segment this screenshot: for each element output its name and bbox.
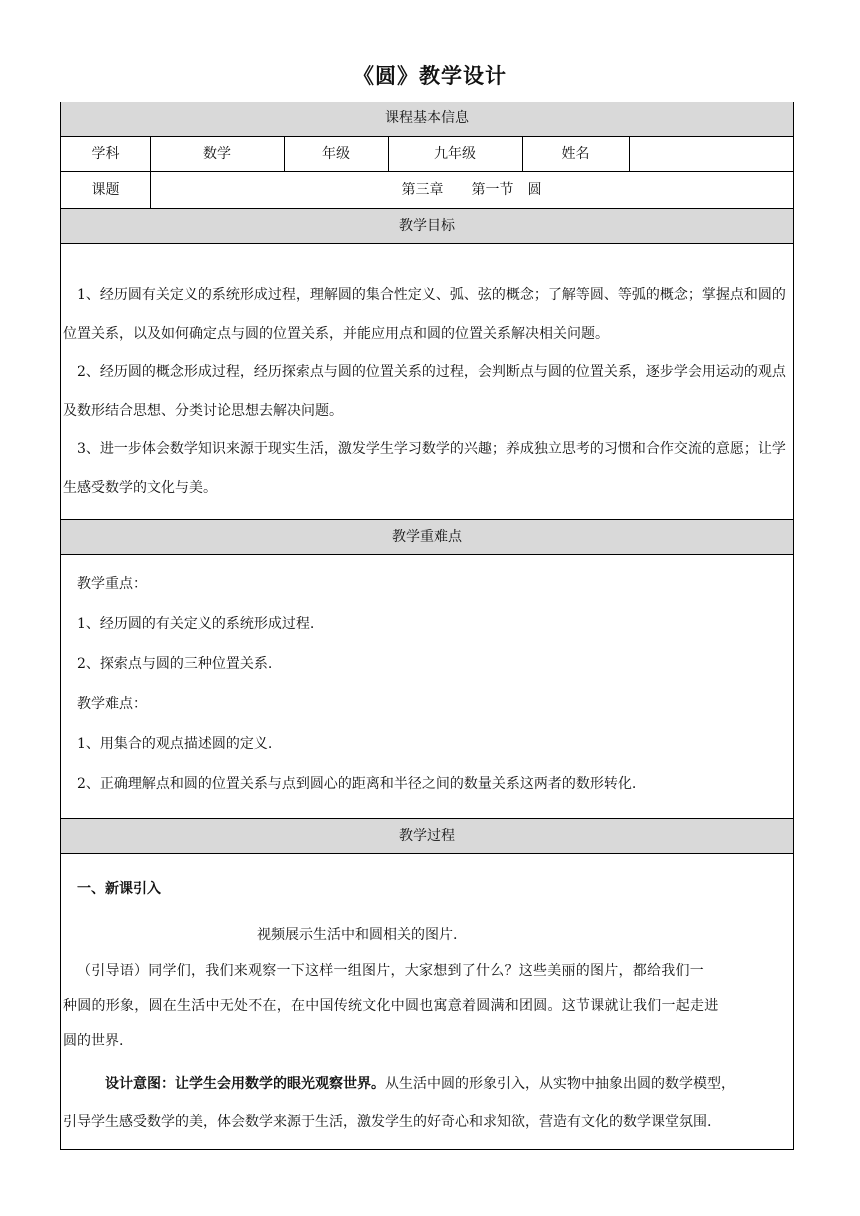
name-value[interactable] (629, 137, 793, 171)
subject-label: 学科 (91, 146, 120, 162)
objective-item: 1、经历圆有关定义的系统形成过程，理解圆的集合性定义、弧、弦的概念；了解等圆、等弧的概念；掌握点和圆的位置关系，以及如何确定点与圆的位置关系，并能应用点和圆的位置关系解决相关问题。 (63, 287, 786, 342)
objectives-header-text: 教学目标 (399, 218, 455, 234)
objectives-header (61, 208, 793, 244)
grade-label: 年级 (322, 146, 350, 162)
process-header-text: 教学过程 (399, 828, 455, 844)
design-intent-bold: 设计意图：让学生会用数学的眼光观察世界。 (105, 1076, 385, 1092)
topic-label: 课题 (91, 182, 120, 198)
guide-line: 圆的世界. (63, 1033, 124, 1049)
col-divider (522, 137, 523, 171)
key-points-header-text: 教学重难点 (392, 529, 462, 545)
objectives-text (63, 276, 793, 507)
difficult-label: 教学难点： (77, 696, 147, 712)
topic-value: 第三章 第一节 圆 (401, 182, 542, 198)
design-intent-line2: 引导学生感受数学的美，体会数学来源于生活，激发学生的好奇心和求知欲，营造有文化的数学课堂氛围. (63, 1114, 712, 1130)
col-divider (629, 137, 630, 171)
objective-item: 3、进一步体会数学知识来源于现实生活，激发学生学习数学的兴趣；养成独立思考的习惯和合作交流的意愿；让学生感受数学的文化与美。 (63, 441, 786, 496)
section-title: 一、新课引入 (77, 881, 161, 897)
key-item: 1、经历圆的有关定义的系统形成过程. (77, 616, 315, 632)
video-line: 视频展示生活中和圆相关的图片. (257, 927, 458, 943)
difficult-item: 2、正确理解点和圆的位置关系与点到圆心的距离和半径之间的数量关系这两者的数形转化. (77, 776, 637, 792)
design-intent-line (105, 1073, 735, 1093)
guide-line: （引导语）同学们，我们来观察一下这样一组图片，大家想到了什么？这些美丽的图片，都给我们一 (77, 963, 704, 979)
name-label: 姓名 (561, 146, 590, 162)
key-item: 2、探索点与圆的三种位置关系. (77, 656, 273, 672)
grade-value: 九年级 (434, 146, 476, 162)
design-intent-rest: 从生活中圆的形象引入，从实物中抽象出圆的数学模型， (385, 1076, 735, 1092)
guide-line: 种圆的形象，圆在生活中无处不在，在中国传统文化中圆也寓意着圆满和团圆。这节课就让我们一起走进 (63, 998, 719, 1014)
key-label: 教学重点： (77, 576, 147, 592)
difficult-item: 1、用集合的观点描述圆的定义. (77, 736, 273, 752)
col-divider (284, 137, 285, 171)
key-points-header (61, 519, 793, 555)
document-title: 《圆》教学设计 (353, 64, 507, 88)
basic-info-header (61, 102, 793, 137)
basic-info-header-text: 课程基本信息 (385, 110, 469, 126)
process-header (61, 818, 793, 854)
objective-item: 2、经历圆的概念形成过程，经历探索点与圆的位置关系的过程，会判断点与圆的位置关系，逐步学会用运动的观点及数形结合思想、分类讨论思想去解决问题。 (63, 364, 786, 419)
subject-value: 数学 (203, 146, 231, 162)
col-divider (388, 137, 389, 171)
lesson-plan-table (60, 102, 794, 1150)
